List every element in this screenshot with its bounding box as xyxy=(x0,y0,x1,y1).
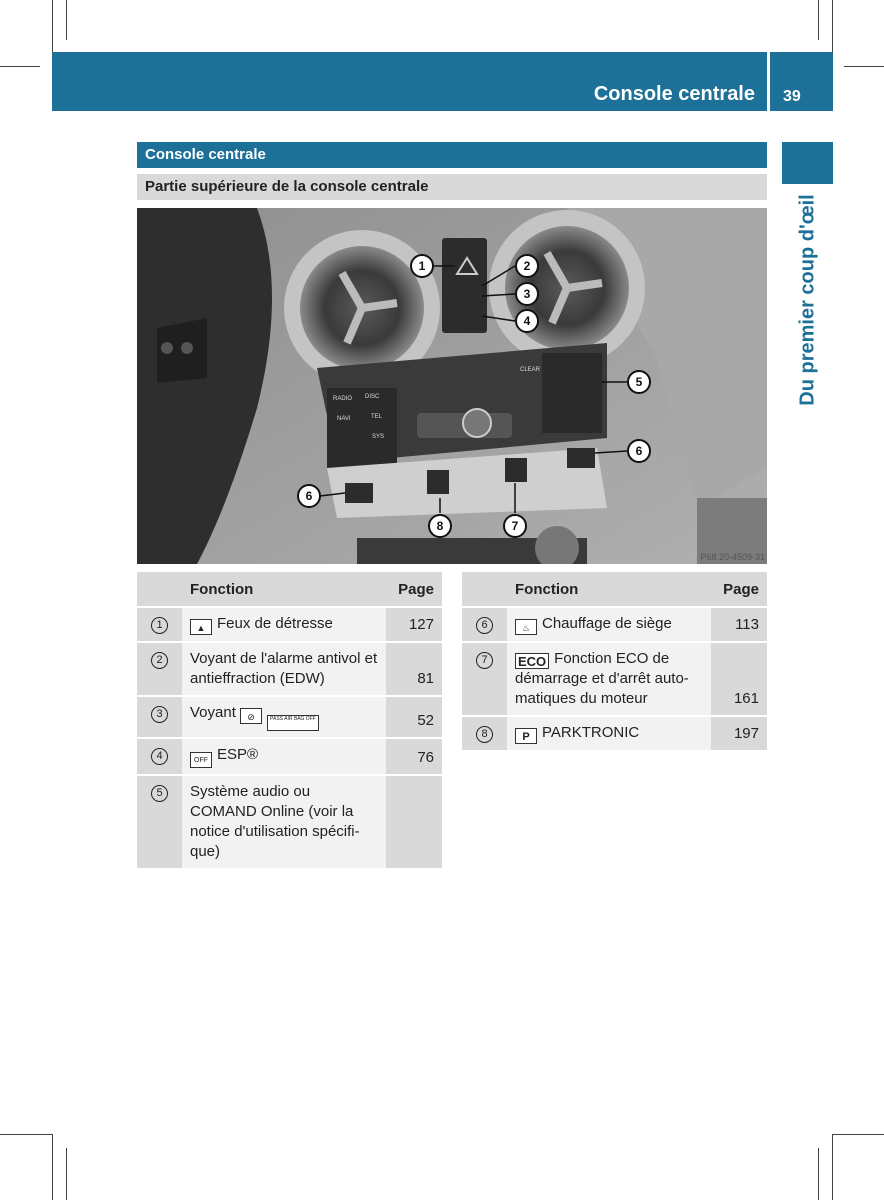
row-page: 81 xyxy=(386,642,442,696)
callout-label: 4 xyxy=(523,314,531,328)
crop-mark xyxy=(66,0,67,40)
passenger-airbag-off-icon: ⊘ xyxy=(240,708,262,724)
svg-text:NAVI: NAVI xyxy=(337,416,351,422)
table-row xyxy=(137,642,442,696)
table-row xyxy=(137,775,442,869)
table-row xyxy=(462,642,767,716)
svg-text:DISC: DISC xyxy=(365,394,380,400)
seat-heating-icon: ♨ xyxy=(515,619,537,635)
col-num-header xyxy=(137,572,182,607)
row-page: 52 xyxy=(386,696,442,738)
callout-label: 6 xyxy=(635,444,643,458)
callout-label: 6 xyxy=(305,489,313,503)
table-header-row xyxy=(462,572,767,607)
hazard-warning-icon: ▲ xyxy=(190,619,212,635)
row-function: OFF ESP® xyxy=(182,738,386,775)
pass-airbag-off-indicator-icon: PASS AIR BAG OFF xyxy=(267,715,319,731)
row-number: 3 xyxy=(137,696,182,738)
col-page-header: Page xyxy=(711,572,767,607)
callout-label: 7 xyxy=(511,519,519,533)
row-function: ♨ Chauffage de siège xyxy=(507,607,711,642)
row-page: 127 xyxy=(386,607,442,642)
page-number-box xyxy=(770,52,833,111)
col-function-header: Fonction xyxy=(507,572,711,607)
row-page xyxy=(386,775,442,869)
row-page: 197 xyxy=(711,716,767,751)
chapter-title-vertical: Du premier coup d'œil xyxy=(796,194,819,406)
row-number: 2 xyxy=(137,642,182,696)
crop-mark xyxy=(818,1148,819,1200)
callout-label: 2 xyxy=(523,259,531,273)
col-page-header: Page xyxy=(386,572,442,607)
audio-knob xyxy=(463,409,491,437)
console-illustration xyxy=(137,208,767,564)
running-header-title: Console centrale xyxy=(593,83,755,105)
row-function: Voyant de l'alarme antivol et antieffraction (EDW) xyxy=(182,642,386,696)
row-page: 76 xyxy=(386,738,442,775)
crop-mark xyxy=(0,1134,52,1135)
row-number: 1 xyxy=(137,607,182,642)
row-function: Voyant ⊘ PASS AIR BAG OFF xyxy=(182,696,386,738)
table-row xyxy=(137,607,442,642)
crop-mark xyxy=(844,66,884,67)
function-table-left xyxy=(137,572,442,870)
section-title: Console centrale xyxy=(145,146,266,163)
eco-switch xyxy=(505,458,527,482)
callout-label: 5 xyxy=(635,375,643,389)
table-row xyxy=(462,716,767,751)
seat-heating-right-switch xyxy=(567,448,595,468)
crop-mark xyxy=(832,1134,884,1135)
seat-heating-left-switch xyxy=(345,483,373,503)
crop-mark xyxy=(832,1134,833,1200)
row-number: 7 xyxy=(462,642,507,716)
crop-mark xyxy=(66,1148,67,1200)
function-table-right xyxy=(462,572,767,752)
row-function: ECO Fonction ECO de démarrage et d'arrêt auto-matiques du moteur xyxy=(507,642,711,716)
svg-text:RADIO: RADIO xyxy=(333,396,353,402)
col-num-header xyxy=(462,572,507,607)
col-function-header: Fonction xyxy=(182,572,386,607)
svg-text:SYS: SYS xyxy=(372,434,385,440)
callout-label: 1 xyxy=(418,259,426,273)
row-number: 4 xyxy=(137,738,182,775)
row-number: 8 xyxy=(462,716,507,751)
table-row xyxy=(137,738,442,775)
crop-mark xyxy=(832,0,833,52)
callout-label: 3 xyxy=(523,287,531,301)
running-header xyxy=(52,52,767,111)
page-number: 39 xyxy=(783,88,801,105)
crop-mark xyxy=(52,0,53,52)
steering-button xyxy=(161,342,173,354)
svg-text:TEL: TEL xyxy=(371,414,383,420)
center-console-photo xyxy=(137,208,767,564)
parktronic-icon: P xyxy=(515,728,537,744)
row-number: 6 xyxy=(462,607,507,642)
steering-button xyxy=(181,342,193,354)
row-function: ▲ Feux de détresse xyxy=(182,607,386,642)
row-number: 5 xyxy=(137,775,182,869)
subsection-title: Partie supérieure de la console centrale xyxy=(145,178,429,195)
table-row xyxy=(462,607,767,642)
table-header-row xyxy=(137,572,442,607)
subsection-title-bar xyxy=(137,174,767,200)
chapter-tab xyxy=(782,142,833,184)
row-page: 161 xyxy=(711,642,767,716)
svg-text:CLEAR: CLEAR xyxy=(520,367,541,373)
esp-off-icon: OFF xyxy=(190,752,212,768)
section-title-bar xyxy=(137,142,767,168)
eco-icon: ECO xyxy=(515,653,549,669)
parktronic-switch xyxy=(427,470,449,494)
figure-reference: P68.20-4509-31 xyxy=(700,552,765,562)
table-row xyxy=(137,696,442,738)
crop-mark xyxy=(52,1134,53,1200)
crop-mark xyxy=(818,0,819,40)
callout-label: 8 xyxy=(436,519,444,533)
crop-mark xyxy=(0,66,40,67)
row-function: Système audio ou COMAND Online (voir la notice d'utilisation spécifi-que) xyxy=(182,775,386,869)
row-function: P PARKTRONIC xyxy=(507,716,711,751)
row-page: 113 xyxy=(711,607,767,642)
